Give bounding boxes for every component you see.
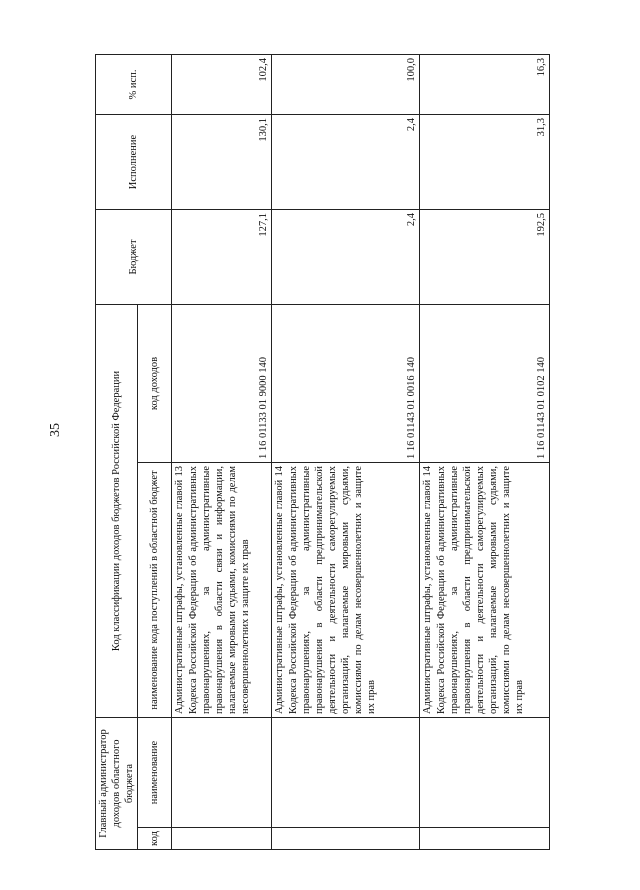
execution-cell: 2,4 bbox=[272, 114, 420, 209]
table-row bbox=[172, 54, 272, 849]
header-admin-group: Главный администратор доходов областного бюджета bbox=[96, 718, 138, 850]
execution-cell: 130,1 bbox=[172, 114, 272, 209]
percent-cell: 16,3 bbox=[420, 54, 550, 114]
admin-code-cell bbox=[272, 828, 420, 850]
income-name-cell: Административные штрафы, установленные главой 13 Кодекса Российской Федерации об административных правонарушениях, за административные правонарушения в области связи и информации, налагаемые мировыми судьями, комиссиями по делам несовершеннолетних и защите их прав bbox=[172, 463, 272, 718]
header-admin-name: наименование bbox=[138, 718, 172, 828]
header-income-code: код доходов bbox=[138, 304, 172, 462]
table-row bbox=[420, 54, 550, 849]
admin-name-cell bbox=[272, 718, 420, 828]
header-income-name: наименование кода поступлений в областной бюджет bbox=[138, 463, 172, 718]
admin-name-cell bbox=[420, 718, 550, 828]
percent-cell: 100,0 bbox=[272, 54, 420, 114]
table-row bbox=[272, 54, 420, 849]
header-budget: Бюджет bbox=[96, 209, 172, 304]
header-classification-group: Код классификации доходов бюджетов Российской Федерации bbox=[96, 304, 138, 717]
admin-name-cell bbox=[172, 718, 272, 828]
header-admin-code: код bbox=[138, 828, 172, 850]
budget-cell: 127,1 bbox=[172, 209, 272, 304]
execution-cell: 31,3 bbox=[420, 114, 550, 209]
income-table-frame bbox=[95, 55, 548, 850]
income-name-cell: Административные штрафы, установленные главой 14 Кодекса Российской Федерации об административных правонарушениях, за административные правонарушения в области предпринимательской деятельности и деятельности саморегулируемых организаций, налагаемые мировыми судьями, комиссиями по делам несовершеннолетних и защите их прав bbox=[272, 463, 420, 718]
income-name-cell: Административные штрафы, установленные главой 14 Кодекса Российской Федерации об административных правонарушениях, за административные правонарушения в области предпринимательской деятельности и деятельности саморегулируемых организаций, налагаемые мировыми судьями, комиссиями по делам несовершеннолетних и защите их прав bbox=[420, 463, 550, 718]
page-number: 35 bbox=[48, 423, 63, 437]
admin-code-cell bbox=[172, 828, 272, 850]
income-table bbox=[95, 54, 550, 850]
income-code-cell: 1 16 01143 01 0102 140 bbox=[420, 304, 550, 462]
income-code-cell: 1 16 01143 01 0016 140 bbox=[272, 304, 420, 462]
percent-cell: 102,4 bbox=[172, 54, 272, 114]
admin-code-cell bbox=[420, 828, 550, 850]
header-percent: % исп. bbox=[96, 54, 172, 114]
income-code-cell: 1 16 01133 01 9000 140 bbox=[172, 304, 272, 462]
header-execution: Исполнение bbox=[96, 114, 172, 209]
budget-cell: 2,4 bbox=[272, 209, 420, 304]
budget-cell: 192,5 bbox=[420, 209, 550, 304]
